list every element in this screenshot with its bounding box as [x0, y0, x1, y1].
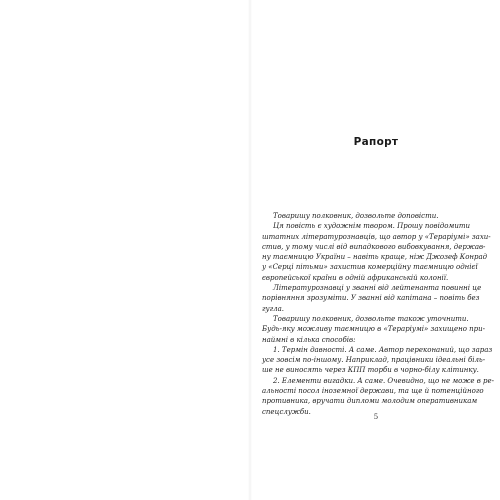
text-line: наймні в кілька способів: — [262, 335, 356, 344]
paragraph-point-2 — [262, 376, 495, 417]
text-line: спецслужби. — [262, 407, 311, 416]
page-number: 5 — [373, 413, 379, 421]
text-line: стив, у тому числі від випадкового вибовкування, держав- — [262, 242, 486, 251]
text-line: європейської країни в одній африканській колонії. — [262, 273, 449, 282]
text-line: усе зовсім по-іншому. Наприклад, працівники ідеальні біль- — [262, 356, 486, 365]
page-heading: Рапорт — [353, 136, 399, 148]
text-line: штатних літературознавців, що автор у «Тераріумі» захи- — [262, 232, 491, 241]
paragraph-literary-critics — [262, 283, 482, 314]
text-line: порівняння зрозуміти. У званні від капітана – повіть без — [262, 294, 480, 303]
text-line: 2. Елементи вигадки. А саме. Очевидно, що не може в ре- — [273, 376, 495, 385]
paragraph-fiction-note — [262, 221, 491, 283]
text-line: Товаришу полковник, дозвольте доповісти. — [273, 212, 439, 220]
text-line: Товаришу полковник, дозвольте також уточнити. — [273, 314, 469, 323]
text-line: противника, вручати дипломи молодим оперативникам — [262, 397, 478, 406]
text-line: ше не виносять через КПП торби в чорно-білу клітинку. — [262, 366, 479, 375]
text-line: альності посол іноземної держави, та ще й потенційного — [262, 387, 484, 396]
body-text — [262, 211, 495, 417]
text-line: гугла. — [262, 304, 284, 313]
text-line: Будь-яку можливу таємницю в «Тераріумі» захищено при- — [262, 325, 486, 334]
left-page-blank — [0, 0, 248, 500]
paragraph-point-1 — [262, 345, 493, 376]
paragraph-clarify — [262, 314, 486, 345]
text-line: ну таємницю України – навіть краще, ніж Джозеф Конрад — [262, 253, 488, 262]
text-line: Літературознавці у званні від лейтенанта повинні це — [273, 284, 482, 293]
paragraph-address — [262, 211, 464, 221]
text-line: 1. Термін давності. А саме. Автор переконаний, що зараз — [273, 345, 493, 354]
text-line: Ця повість є художнім твором. Прошу повідомити — [273, 222, 470, 231]
text-line: у «Серці пітьми» захистив комерційну таємницю однієї — [262, 263, 478, 272]
right-page — [252, 0, 500, 500]
